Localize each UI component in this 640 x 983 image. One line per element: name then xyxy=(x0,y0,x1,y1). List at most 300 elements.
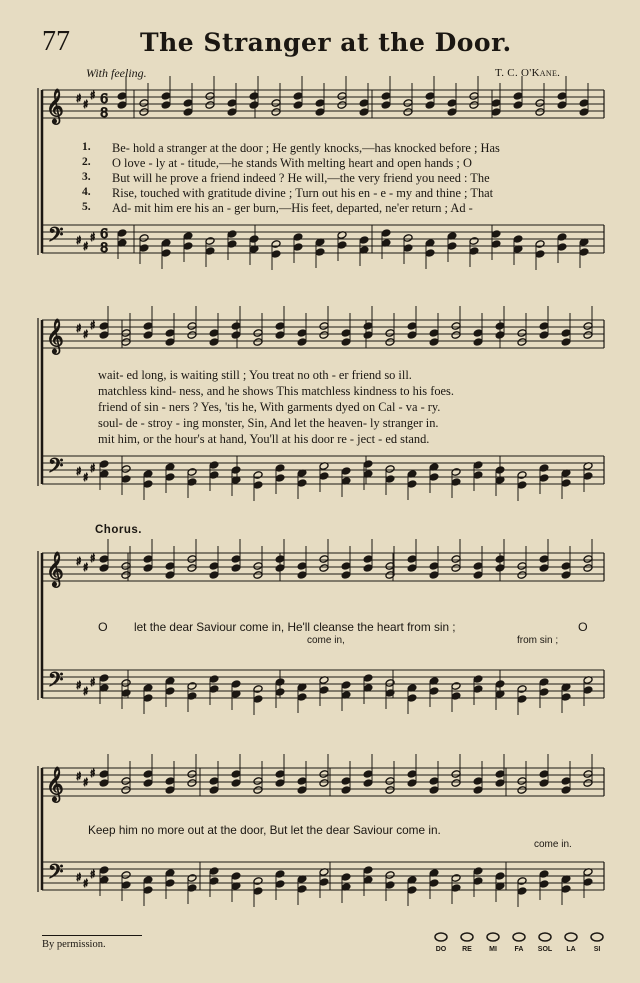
note-head xyxy=(121,881,131,890)
note-head xyxy=(407,331,417,340)
note-head xyxy=(315,99,325,108)
note-head xyxy=(451,468,461,477)
note-head xyxy=(429,329,439,338)
note-head xyxy=(319,555,329,564)
note-head xyxy=(517,777,527,786)
note-head xyxy=(583,686,593,695)
note-head xyxy=(363,779,373,788)
note-head xyxy=(561,786,571,795)
note-head xyxy=(275,688,285,697)
note-head xyxy=(231,872,241,881)
note-head xyxy=(253,571,263,580)
note-head xyxy=(121,329,131,338)
bass-clef: 𝄢 xyxy=(48,454,64,482)
note-head xyxy=(297,786,307,795)
treble-clef: 𝄞 xyxy=(46,89,64,124)
note-head xyxy=(473,471,483,480)
note-head xyxy=(535,240,545,249)
la-shape-icon xyxy=(565,933,577,941)
note-head xyxy=(539,870,549,879)
note-head xyxy=(121,465,131,474)
note-head xyxy=(319,322,329,331)
note-head xyxy=(319,331,329,340)
key-sharp: ♯ xyxy=(83,685,89,698)
note-head xyxy=(557,92,567,101)
note-head xyxy=(473,675,483,684)
note-head xyxy=(583,770,593,779)
chorus-lyric-1: let the dear Saviour come in, He'll cleanse the heart from sin ; xyxy=(134,620,456,634)
note-head xyxy=(341,562,351,571)
note-head xyxy=(275,870,285,879)
note-head xyxy=(121,338,131,347)
note-head xyxy=(293,243,303,252)
note-head xyxy=(187,322,197,331)
note-head xyxy=(451,478,461,487)
note-head xyxy=(429,562,439,571)
shape-note-key xyxy=(428,930,618,944)
note-head xyxy=(495,770,505,779)
note-head xyxy=(315,108,325,117)
note-head xyxy=(579,99,589,108)
note-head xyxy=(385,338,395,347)
note-head xyxy=(271,99,281,108)
solfege-label: MI xyxy=(489,946,497,953)
solfege-label: SI xyxy=(593,946,601,953)
note-head xyxy=(561,562,571,571)
bass-clef: 𝄢 xyxy=(48,223,64,251)
note-head xyxy=(227,99,237,108)
note-head xyxy=(117,92,127,101)
note-head xyxy=(539,880,549,889)
note-head xyxy=(557,243,567,252)
verse-line: friend of sin - ners ? Yes, 'tis he, With garments dyed on Cal - va - ry. xyxy=(98,400,441,414)
note-head xyxy=(231,466,241,475)
time-signature-bottom: 8 xyxy=(100,106,109,121)
solfege-label: SOL xyxy=(537,946,553,953)
note-head xyxy=(209,685,219,694)
note-head xyxy=(517,786,527,795)
chorus-echo-1: come in, xyxy=(307,635,345,646)
note-head xyxy=(583,472,593,481)
note-head xyxy=(165,571,175,580)
key-sharp: ♯ xyxy=(90,89,96,102)
note-head xyxy=(583,878,593,887)
note-head xyxy=(451,564,461,573)
note-head xyxy=(495,322,505,331)
note-head xyxy=(209,571,219,580)
fa-shape-icon xyxy=(513,933,525,941)
note-head xyxy=(385,786,395,795)
key-sharp: ♯ xyxy=(90,868,96,881)
note-head xyxy=(425,92,435,101)
note-head xyxy=(253,329,263,338)
note-head xyxy=(341,681,351,690)
note-head xyxy=(381,101,391,110)
note-head xyxy=(429,338,439,347)
re-shape-icon xyxy=(461,933,473,941)
note-head xyxy=(187,468,197,477)
note-head xyxy=(381,92,391,101)
note-head xyxy=(297,885,307,894)
note-head xyxy=(253,562,263,571)
note-head xyxy=(143,555,153,564)
note-head xyxy=(143,480,153,489)
note-head xyxy=(561,885,571,894)
note-head xyxy=(143,770,153,779)
note-head xyxy=(253,877,263,886)
note-head xyxy=(205,237,215,246)
note-head xyxy=(187,478,197,487)
note-head xyxy=(517,481,527,490)
key-sharp: ♯ xyxy=(76,465,82,478)
note-head xyxy=(99,331,109,340)
note-head xyxy=(473,461,483,470)
note-head xyxy=(121,562,131,571)
note-head xyxy=(561,329,571,338)
note-head xyxy=(557,101,567,110)
key-sharp: ♯ xyxy=(76,92,82,105)
note-head xyxy=(451,874,461,883)
note-head xyxy=(209,461,219,470)
note-head xyxy=(121,679,131,688)
note-head xyxy=(319,686,329,695)
key-sharp: ♯ xyxy=(76,322,82,335)
note-head xyxy=(297,571,307,580)
note-head xyxy=(227,108,237,117)
note-head xyxy=(425,249,435,258)
note-head xyxy=(341,571,351,580)
note-head xyxy=(403,108,413,117)
note-head xyxy=(539,322,549,331)
note-head xyxy=(469,247,479,256)
note-head xyxy=(187,682,197,691)
note-head xyxy=(209,329,219,338)
hymn-number: 77 xyxy=(42,26,70,57)
note-head xyxy=(183,242,193,251)
note-head xyxy=(363,555,373,564)
chorus-lyric-2: Keep him no more out at the door, But let the dear Saviour come in. xyxy=(88,823,441,837)
note-head xyxy=(473,685,483,694)
note-head xyxy=(139,108,149,117)
key-sharp: ♯ xyxy=(76,234,82,247)
note-head xyxy=(143,886,153,895)
note-head xyxy=(187,555,197,564)
note-head xyxy=(117,101,127,110)
verse-line: But will he prove a friend indeed ? He will,—the very friend you need : The xyxy=(112,171,490,185)
note-head xyxy=(99,866,109,875)
note-head xyxy=(275,331,285,340)
note-head xyxy=(363,460,373,469)
note-head xyxy=(293,101,303,110)
si-shape-icon xyxy=(591,933,603,941)
note-head xyxy=(117,229,127,238)
note-head xyxy=(407,770,417,779)
key-sharp: ♯ xyxy=(83,98,89,111)
note-head xyxy=(385,871,395,880)
note-head xyxy=(143,331,153,340)
note-head xyxy=(451,692,461,701)
note-head xyxy=(161,101,171,110)
note-head xyxy=(451,682,461,691)
note-head xyxy=(253,471,263,480)
note-head xyxy=(139,244,149,253)
note-head xyxy=(161,92,171,101)
chorus-lyric-end: O xyxy=(578,620,588,634)
note-head xyxy=(143,564,153,573)
note-head xyxy=(209,675,219,684)
note-head xyxy=(187,564,197,573)
note-head xyxy=(407,564,417,573)
key-sharp: ♯ xyxy=(90,767,96,780)
key-sharp: ♯ xyxy=(83,561,89,574)
note-head xyxy=(183,99,193,108)
chorus-lyric-pre: O xyxy=(98,620,108,634)
note-head xyxy=(253,786,263,795)
note-head xyxy=(139,234,149,243)
note-head xyxy=(491,230,501,239)
hymn-title: The Stranger at the Door. xyxy=(140,28,512,57)
verse-line: Rise, touched with gratitude divine ; Turn out his en - e - my and thine ; That xyxy=(112,186,494,200)
note-head xyxy=(341,873,351,882)
note-head xyxy=(227,240,237,249)
note-head xyxy=(209,562,219,571)
key-sharp: ♯ xyxy=(83,877,89,890)
note-head xyxy=(249,92,259,101)
note-head xyxy=(297,562,307,571)
note-head xyxy=(403,244,413,253)
note-head xyxy=(231,331,241,340)
note-head xyxy=(429,879,439,888)
note-head xyxy=(297,777,307,786)
note-head xyxy=(99,674,109,683)
verse-line: soul- de - stroy - ing monster, Sin, And let the heaven- ly stranger in. xyxy=(98,416,439,430)
note-head xyxy=(539,464,549,473)
note-head xyxy=(429,786,439,795)
note-head xyxy=(209,777,219,786)
note-head xyxy=(165,473,175,482)
chorus-label: Chorus. xyxy=(95,524,142,536)
note-head xyxy=(495,872,505,881)
note-head xyxy=(403,234,413,243)
note-head xyxy=(561,571,571,580)
note-head xyxy=(535,99,545,108)
note-head xyxy=(539,555,549,564)
note-head xyxy=(517,571,527,580)
note-head xyxy=(227,230,237,239)
note-head xyxy=(473,877,483,886)
footer-rule xyxy=(42,935,142,936)
note-head xyxy=(99,555,109,564)
note-head xyxy=(297,693,307,702)
note-head xyxy=(517,471,527,480)
note-head xyxy=(205,247,215,256)
bass-clef: 𝄢 xyxy=(48,668,64,696)
note-head xyxy=(583,564,593,573)
note-head xyxy=(473,777,483,786)
solfege-label: RE xyxy=(462,946,472,953)
note-head xyxy=(473,338,483,347)
note-head xyxy=(583,331,593,340)
note-head xyxy=(275,880,285,889)
note-head xyxy=(165,879,175,888)
note-head xyxy=(165,687,175,696)
note-head xyxy=(121,571,131,580)
note-head xyxy=(447,108,457,117)
note-head xyxy=(99,564,109,573)
key-sharp: ♯ xyxy=(76,871,82,884)
note-head xyxy=(579,248,589,257)
note-head xyxy=(495,564,505,573)
note-head xyxy=(253,685,263,694)
note-head xyxy=(517,329,527,338)
note-head xyxy=(319,878,329,887)
solfege-label: FA xyxy=(514,946,524,953)
note-head xyxy=(253,481,263,490)
note-head xyxy=(275,555,285,564)
note-head xyxy=(363,564,373,573)
note-head xyxy=(293,92,303,101)
note-head xyxy=(407,480,417,489)
note-head xyxy=(187,779,197,788)
note-head xyxy=(539,564,549,573)
note-head xyxy=(363,674,373,683)
note-head xyxy=(337,241,347,250)
note-head xyxy=(473,571,483,580)
note-head xyxy=(491,108,501,117)
note-head xyxy=(473,867,483,876)
note-head xyxy=(557,233,567,242)
verse-number: 5. xyxy=(82,201,91,213)
note-head xyxy=(513,92,523,101)
key-sharp: ♯ xyxy=(90,231,96,244)
note-head xyxy=(535,108,545,117)
note-head xyxy=(337,101,347,110)
note-head xyxy=(407,555,417,564)
treble-clef: 𝄞 xyxy=(46,552,64,587)
note-head xyxy=(403,99,413,108)
note-head xyxy=(451,770,461,779)
note-head xyxy=(187,692,197,701)
note-head xyxy=(275,770,285,779)
note-head xyxy=(271,250,281,259)
verse-line: wait- ed long, is waiting still ; You treat no oth - er friend so ill. xyxy=(98,368,412,382)
note-head xyxy=(209,338,219,347)
note-head xyxy=(161,249,171,258)
time-signature-bottom: 8 xyxy=(100,241,109,256)
note-head xyxy=(209,471,219,480)
note-head xyxy=(165,786,175,795)
note-head xyxy=(495,779,505,788)
verse-number: 3. xyxy=(82,171,91,183)
note-head xyxy=(517,338,527,347)
sol-shape-icon xyxy=(539,933,551,941)
note-head xyxy=(495,466,505,475)
note-head xyxy=(429,571,439,580)
note-head xyxy=(231,322,241,331)
note-head xyxy=(249,235,259,244)
key-sharp: ♯ xyxy=(83,240,89,253)
treble-clef: 𝄞 xyxy=(46,319,64,354)
do-shape-icon xyxy=(435,933,447,941)
note-head xyxy=(513,101,523,110)
note-head xyxy=(407,322,417,331)
note-head xyxy=(425,101,435,110)
note-head xyxy=(319,770,329,779)
note-head xyxy=(539,779,549,788)
note-head xyxy=(297,329,307,338)
note-head xyxy=(209,877,219,886)
key-sharp: ♯ xyxy=(76,770,82,783)
note-head xyxy=(451,555,461,564)
note-head xyxy=(429,777,439,786)
note-head xyxy=(495,331,505,340)
note-head xyxy=(187,770,197,779)
note-head xyxy=(205,101,215,110)
chorus-echo-3: come in. xyxy=(534,839,572,850)
note-head xyxy=(271,240,281,249)
note-head xyxy=(579,108,589,117)
note-head xyxy=(253,338,263,347)
note-head xyxy=(359,108,369,117)
note-head xyxy=(539,770,549,779)
key-sharp: ♯ xyxy=(76,679,82,692)
note-head xyxy=(513,235,523,244)
note-head xyxy=(495,680,505,689)
time-signature-top: 6 xyxy=(100,92,109,107)
note-head xyxy=(209,867,219,876)
tempo-marking: With feeling. xyxy=(86,66,147,80)
note-head xyxy=(491,99,501,108)
note-head xyxy=(165,562,175,571)
note-head xyxy=(363,322,373,331)
key-sharp: ♯ xyxy=(90,676,96,689)
note-head xyxy=(143,322,153,331)
note-head xyxy=(121,871,131,880)
note-head xyxy=(231,770,241,779)
note-head xyxy=(517,695,527,704)
chorus-echo-2: from sin ; xyxy=(517,635,559,646)
key-sharp: ♯ xyxy=(76,555,82,568)
verse-number: 4. xyxy=(82,186,91,198)
note-head xyxy=(209,786,219,795)
note-head xyxy=(341,329,351,338)
note-head xyxy=(469,101,479,110)
note-head xyxy=(231,564,241,573)
note-head xyxy=(451,331,461,340)
note-head xyxy=(451,322,461,331)
note-head xyxy=(341,338,351,347)
solfege-label: DO xyxy=(435,946,447,953)
note-head xyxy=(275,779,285,788)
note-head xyxy=(319,564,329,573)
key-sharp: ♯ xyxy=(90,319,96,332)
note-head xyxy=(561,479,571,488)
note-head xyxy=(363,331,373,340)
note-head xyxy=(451,884,461,893)
verse-number: 1. xyxy=(82,141,91,153)
note-head xyxy=(341,467,351,476)
note-head xyxy=(253,695,263,704)
note-head xyxy=(385,777,395,786)
note-head xyxy=(275,678,285,687)
note-head xyxy=(341,786,351,795)
note-head xyxy=(253,777,263,786)
note-head xyxy=(535,250,545,259)
note-head xyxy=(187,331,197,340)
note-head xyxy=(561,338,571,347)
note-head xyxy=(539,678,549,687)
note-head xyxy=(297,479,307,488)
